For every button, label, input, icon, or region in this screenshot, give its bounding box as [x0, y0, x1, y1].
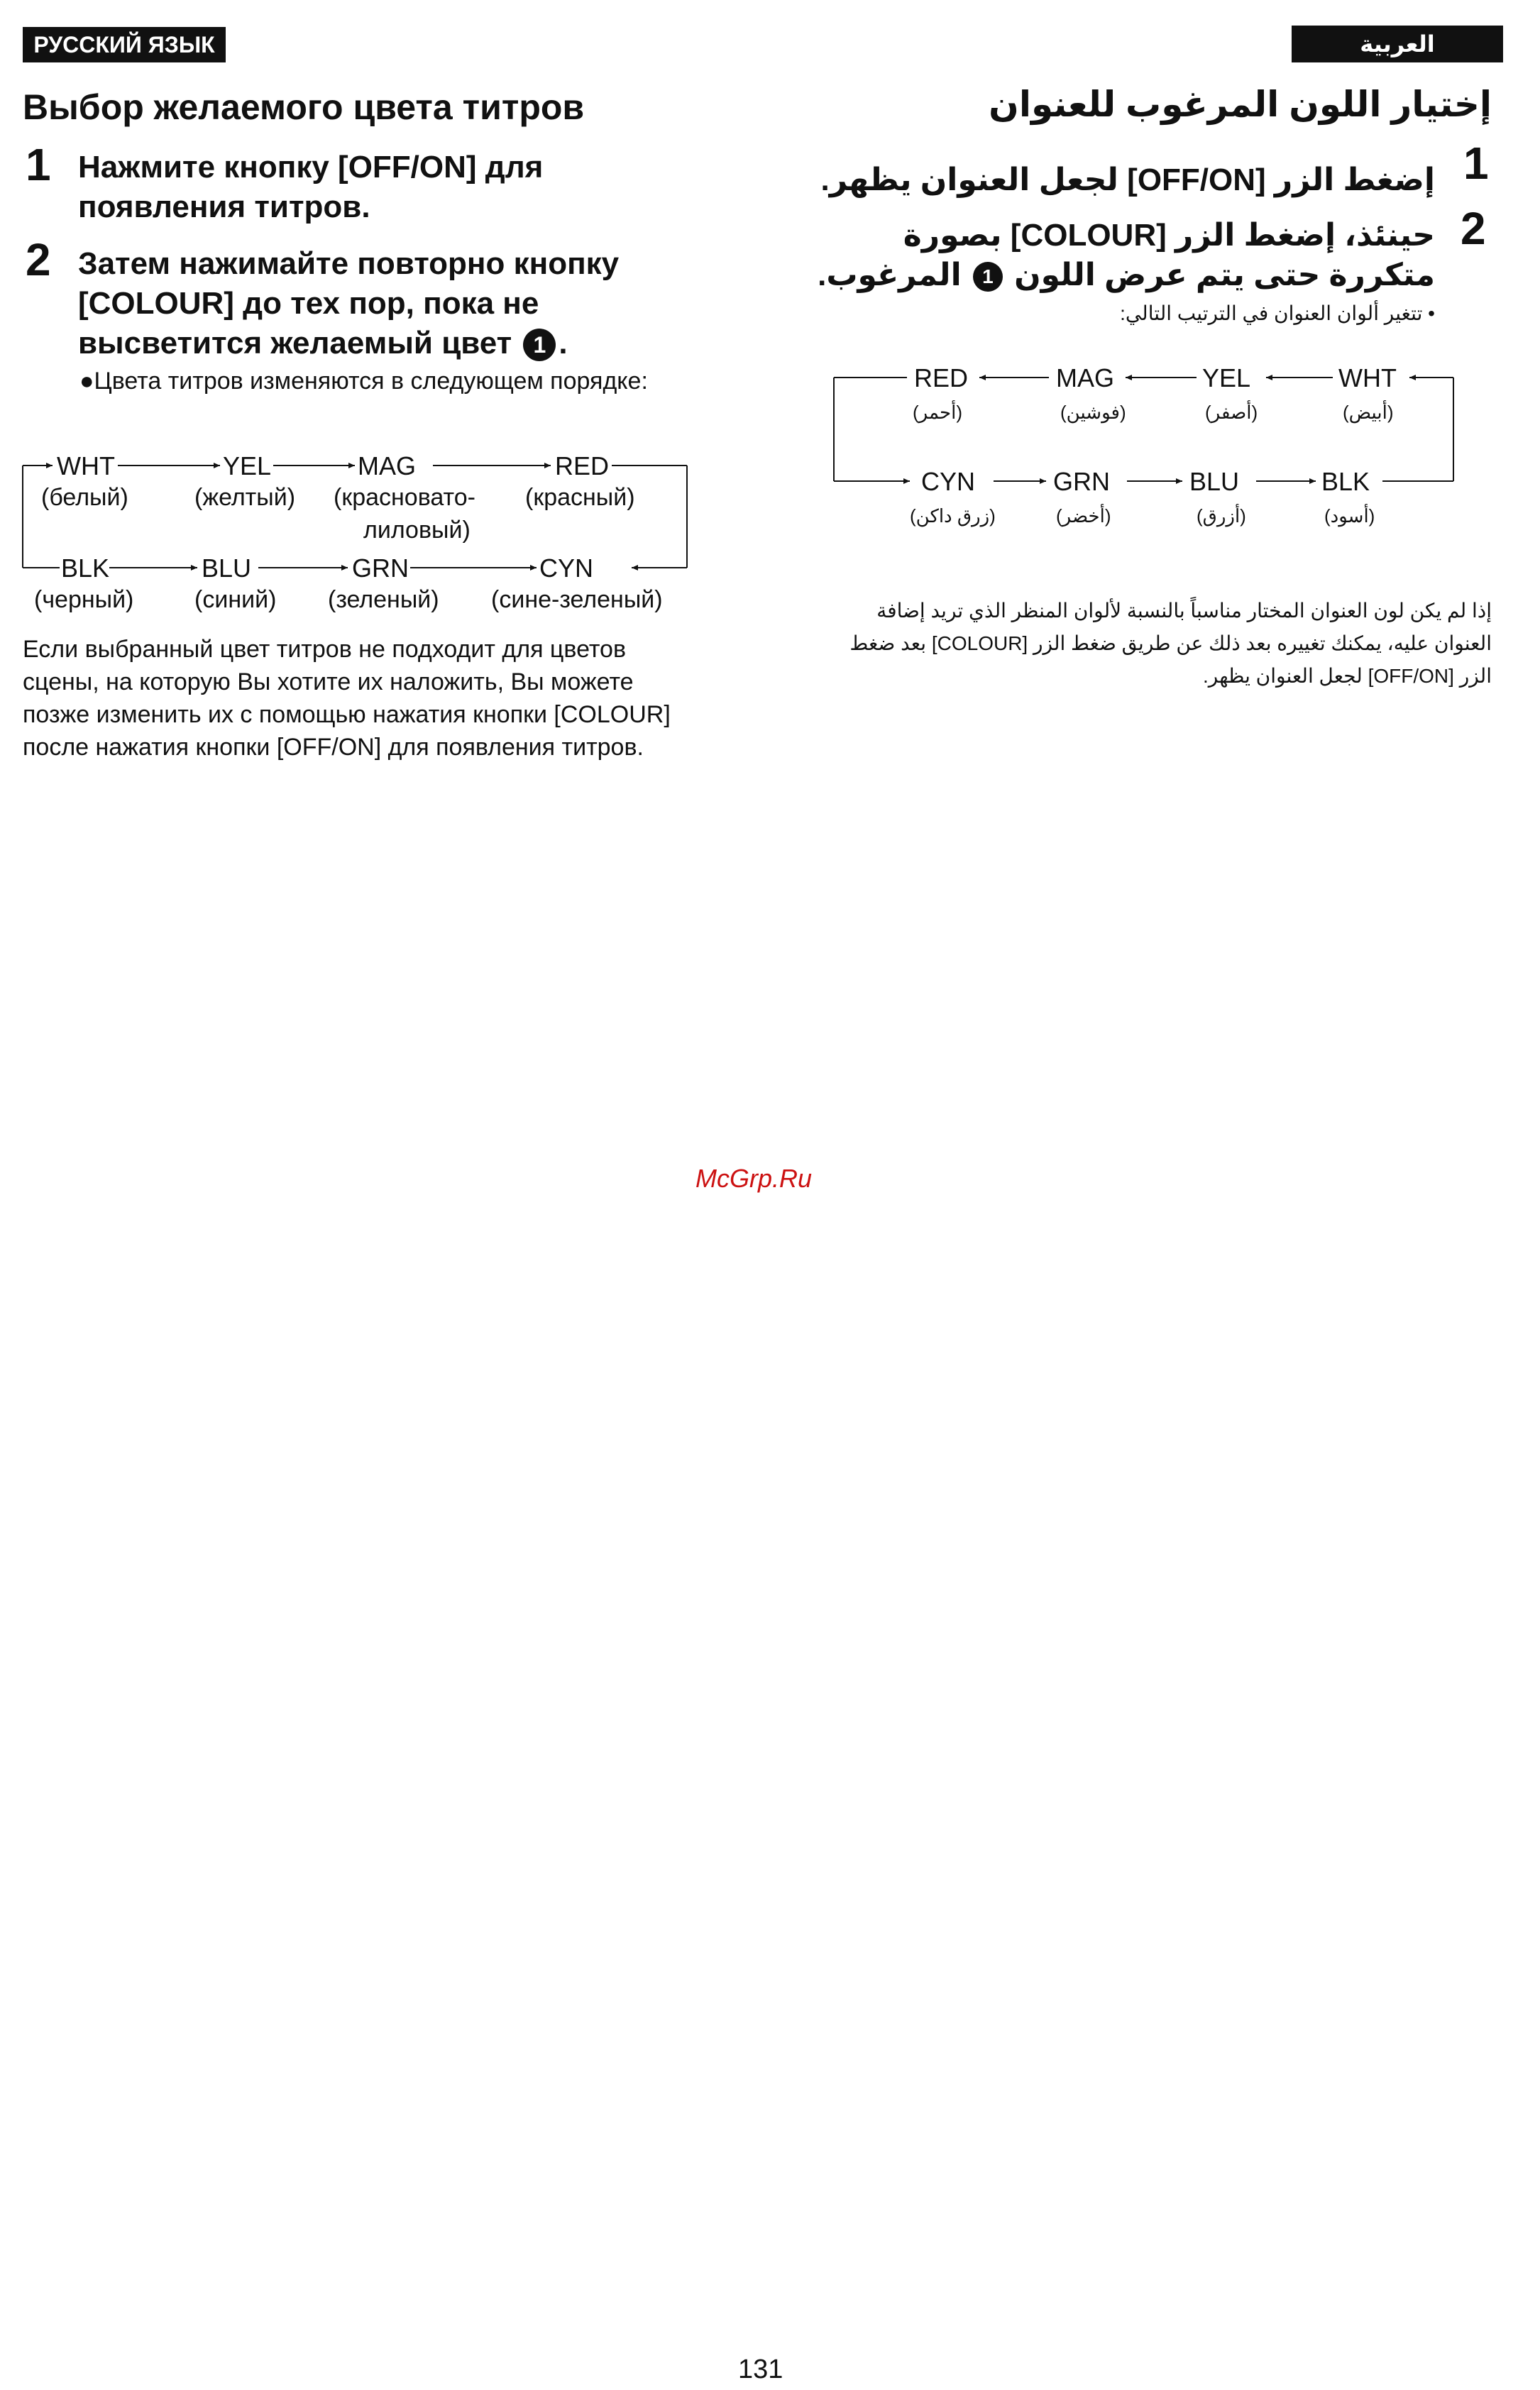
ar-step2-number: 2: [1461, 203, 1486, 254]
ar-step2-end: المرغوب.: [818, 258, 962, 292]
ar-bullet-note: • تتغير ألوان العنوان في الترتيب التالي:: [1120, 302, 1435, 324]
ar-step2-text: حينئذ، إضغط الزر [COLOUR] بصورة متكررة حتى يتم عرض اللون: [903, 218, 1435, 292]
ru-seq-top-2-code: YEL: [223, 451, 272, 480]
ru-seq-bottom-4-name: (сине-зеленый): [491, 586, 663, 613]
ru-step2-marker: 1: [523, 329, 556, 361]
ar-seq-bottom-4-code: BLK: [1321, 467, 1370, 496]
ru-step2-number: 2: [26, 234, 51, 285]
ru-step1-number: 1: [26, 139, 51, 190]
ar-step2-marker: 1: [973, 262, 1003, 292]
watermark-text: McGrp.Ru: [695, 1164, 813, 1193]
ar-seq-top-2-code: MAG: [1056, 363, 1115, 392]
ru-seq-top-4-code: RED: [555, 451, 610, 480]
ar-seq-top-2-name: (فوشين): [1060, 402, 1126, 423]
ru-step2-text: Затем нажимайте повторно кнопку [COLOUR] до тех пор, пока не высветится желаемый цвет: [78, 246, 620, 360]
ru-step2-end: .: [559, 326, 568, 360]
russian-language-tab: РУССКИЙ ЯЗЫК: [23, 27, 226, 62]
ar-note-paragraph: إذا لم يكن لون العنوان المختار مناسباً بالنسبة لألوان المنظر الذي تريد إضافة العنوان عليه، يمكنك تغييره بعد ذلك عن طريق ضغط الزر [COLOUR] بعد ضغط الزر [OFF/ON] لجعل العنوان يظهر.: [849, 600, 1492, 687]
ru-seq-bottom-3-code: GRN: [352, 554, 409, 583]
page-number: 131: [738, 2355, 783, 2384]
ru-note-paragraph: Если выбранный цвет титров не подходит для цветов сцены, на которую Вы хотите их наложить, Вы можете позже изменить их с помощью нажатия кнопки [COLOUR] после нажатия кнопки [OFF/ON] для появления титров.: [23, 636, 671, 761]
ru-seq-bottom-1-name: (черный): [34, 586, 134, 613]
ru-seq-top-3-name: (красновато-: [334, 484, 475, 511]
ru-seq-bottom-4-code: CYN: [539, 554, 594, 583]
ar-step1-number: 1: [1463, 138, 1489, 189]
ru-seq-top-3-code: MAG: [358, 451, 417, 480]
ar-seq-top-3-code: YEL: [1202, 363, 1251, 392]
ar-seq-bottom-3-name: (أزرق): [1197, 505, 1246, 527]
ar-step1-text: إضغط الزر [OFF/ON] لجعل العنوان يظهر.: [820, 163, 1435, 197]
ru-seq-top-1-name: (белый): [41, 484, 128, 511]
russian-section-title: Выбор желаемого цвета титров: [23, 87, 585, 127]
ru-seq-bottom-3-name: (зеленый): [328, 586, 439, 613]
arabic-section-title: إختيار اللون المرغوب للعنوان: [989, 84, 1492, 124]
arabic-language-tab: العربية: [1292, 26, 1503, 62]
ru-seq-bottom-2-name: (синий): [194, 586, 277, 613]
ru-seq-top-3-name-cont: лиловый): [363, 517, 471, 544]
ru-step1-text: Нажмите кнопку [OFF/ON] для появления титров.: [78, 150, 544, 224]
ar-seq-bottom-3-code: BLU: [1189, 467, 1240, 496]
ru-bullet-note: ●Цвета титров изменяются в следующем порядке:: [79, 368, 648, 395]
ar-seq-bottom-4-name: (أسود): [1324, 505, 1375, 527]
ar-seq-top-4-code: WHT: [1338, 363, 1397, 392]
ru-seq-bottom-2-code: BLU: [202, 554, 252, 583]
ar-step2-block: [796, 216, 1435, 295]
ar-seq-top-4-name: (أبيض): [1343, 402, 1394, 423]
ar-seq-bottom-2-code: GRN: [1053, 467, 1110, 496]
ru-seq-top-1-code: WHT: [57, 451, 115, 480]
ar-seq-bottom-1-name: (زرق داكن): [910, 505, 996, 527]
ru-seq-bottom-1-code: BLK: [61, 554, 110, 583]
ru-seq-top-4-name: (красный): [525, 484, 635, 511]
ar-seq-bottom-2-name: (أخضر): [1056, 505, 1111, 527]
ar-seq-bottom-1-code: CYN: [921, 467, 976, 496]
ar-seq-top-1-name: (أحمر): [913, 402, 962, 423]
ar-seq-top-1-code: RED: [914, 363, 969, 392]
ar-seq-top-3-name: (أصفر): [1205, 402, 1258, 423]
ru-seq-top-2-name: (желтый): [194, 484, 296, 511]
